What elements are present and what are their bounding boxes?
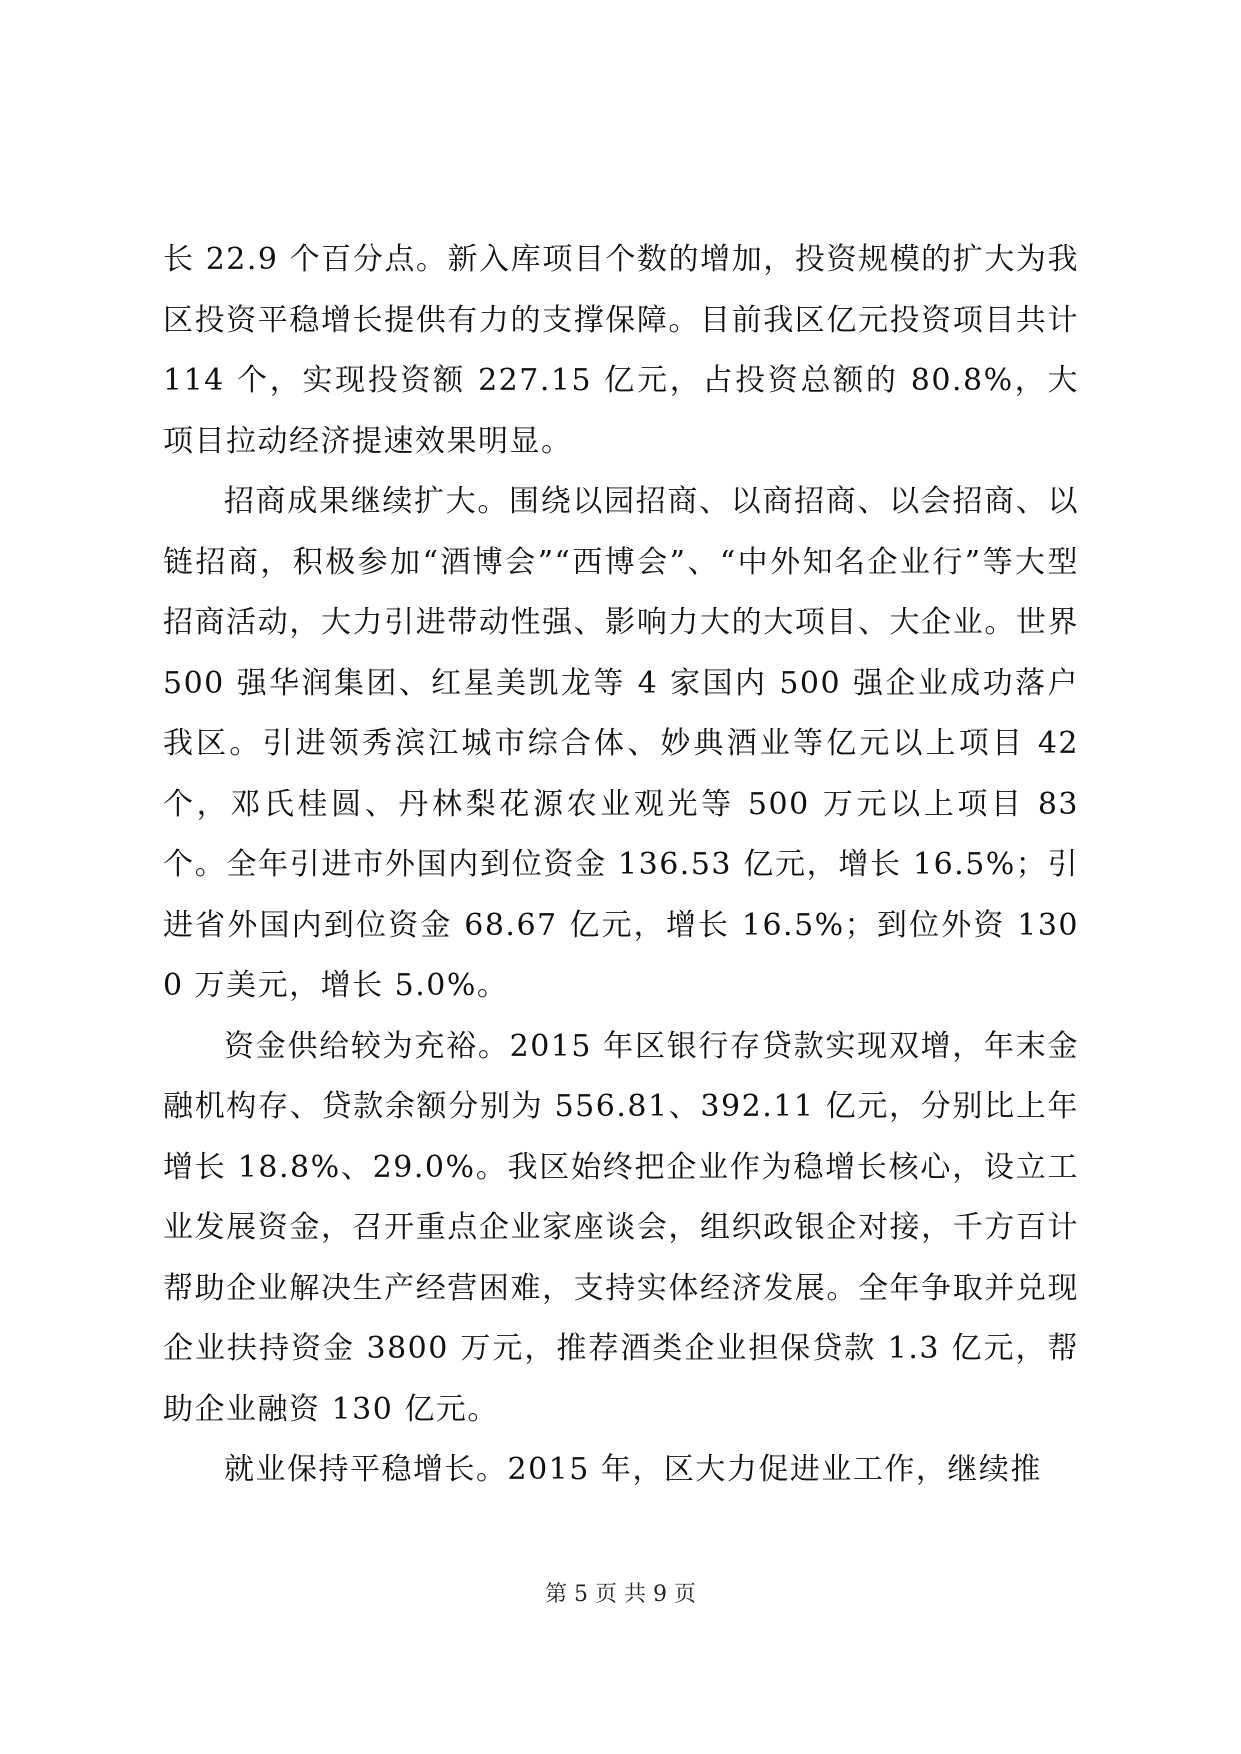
page-number-footer: 第 5 页 共 9 页 (545, 1582, 696, 1607)
paragraph-capital-supply: 资金供给较为充裕。2015 年区银行存贷款实现双增，年末金融机构存、贷款余额分别为 556.81、392.11 亿元，分别比上年增长 18.8%、29.0%。我区始终把企业作为稳增长核心，设立工业发展资金，召开重点企业家座谈会，组织政银企对接，千方百计帮助企业解决生产经营困难，支持实体经济发展。全年争取并兑现企业扶持资金 3800 万元，推荐酒类企业担保贷款 1.3 亿元，帮助企业融资 130 亿元。 (163, 1028, 1079, 1427)
paragraph-investment-attraction: 招商成果继续扩大。围绕以园招商、以商招商、以会招商、以链招商，积极参加“酒博会”“西博会”、“中外知名企业行”等大型招商活动，大力引进带动性强、影响力大的大项目、大企业。世界 500 强华润集团、红星美凯龙等 4 家国内 500 强企业成功落户我区。引进领秀滨江城市综合体、妙典酒业等亿元以上项目 42 个，邓氏桂圆、丹林梨花源农业观光等 500 万元以上项目 83 个。全年引进市外国内到位资金 136.53 亿元，增长 16.5%；引进省外国内到位资金 68.67 亿元，增长 16.5%；到位外资 1300 万美元，增长 5.0%。 (163, 484, 1079, 1003)
paragraph-investment-continued: 长 22.9 个百分点。新入库项目个数的增加，投资规模的扩大为我区投资平稳增长提供有力的支撑保障。目前我区亿元投资项目共计 114 个，实现投资额 227.15 亿元，占投资总额的 80.8%，大项目拉动经济提速效果明显。 (163, 242, 1079, 459)
document-body (163, 230, 1079, 1501)
paragraph-employment: 就业保持平稳增长。2015 年，区大力促进业工作，继续推 (224, 1452, 1042, 1487)
